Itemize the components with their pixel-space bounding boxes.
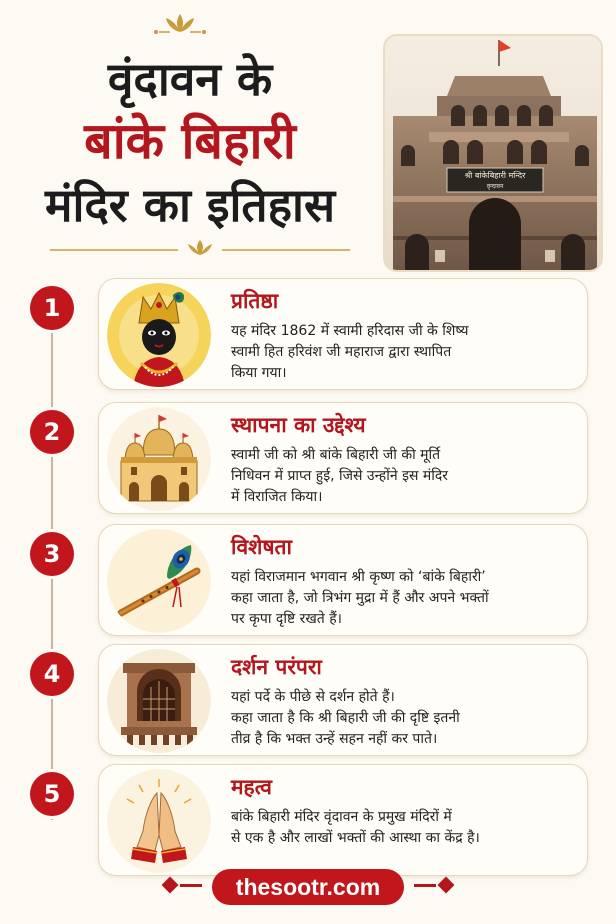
card-text (231, 687, 581, 750)
footer-diamond-right (438, 877, 455, 894)
jharokha-window-icon (107, 649, 211, 753)
footer-divider-right (414, 884, 436, 887)
info-card-mahatva (98, 764, 588, 876)
card-text-line: यह मंदिर 1862 में स्वामी हरिदास जी के शिष्य (231, 323, 469, 339)
card-text-line: स्वामी जी को श्री बांके बिहारी जी की मूर्ति (231, 447, 441, 463)
krishna-idol-icon (107, 283, 211, 387)
flute-peacock-feather-icon (107, 529, 211, 633)
card-text-line: स्वामी हित हरिवंश जी महाराज द्वारा स्थापित (231, 344, 452, 360)
footer-diamond-left (162, 877, 179, 894)
title-line-2: बांके बिहारी (84, 112, 296, 170)
card-heading: स्थापना का उद्देश्य (231, 413, 366, 437)
card-heading: प्रतिष्ठा (231, 289, 279, 313)
step-number-4: 4 (30, 652, 74, 696)
card-heading: विशेषता (231, 535, 292, 559)
footer-divider-left (180, 884, 202, 887)
title-line-3: मंदिर का इतिहास (44, 178, 336, 232)
card-text (231, 807, 581, 849)
title-line-1: वृंदावन के (107, 52, 273, 106)
page-title (20, 50, 360, 236)
step-number-3: 3 (30, 532, 74, 576)
card-text-line: किया गया। (231, 365, 287, 381)
info-card-darshan (98, 644, 588, 756)
step-number-1: 1 (30, 286, 74, 330)
card-text-line: तीव्र है कि भक्त उन्हें सहन नहीं कर पाते। (231, 731, 438, 747)
card-text-line: कहा जाता है कि श्री बिहारी जी की दृष्टि इतनी (231, 710, 460, 726)
temple-sign-line-2: वृन्दावन (486, 183, 504, 190)
card-text-line: बांके बिहारी मंदिर वृंदावन के प्रमुख मंदिरों में (231, 809, 452, 825)
card-text (231, 567, 581, 630)
card-text-line: यहां विराजमान भगवान श्री कृष्ण को ‘बांके बिहारी’ (231, 569, 486, 585)
temple-facade-image (385, 36, 603, 272)
info-card-pratishtha (98, 278, 588, 390)
title-divider (50, 238, 350, 258)
card-text-line: यहां पर्दे के पीछे से दर्शन होते हैं। (231, 689, 395, 705)
temple-icon (107, 407, 211, 511)
step-number-5: 5 (30, 772, 74, 816)
card-text (231, 445, 581, 508)
temple-sign-line-1: श्री बांकेबिहारी मन्दिर (464, 171, 526, 180)
lotus-ornament-icon (150, 12, 210, 38)
card-text-line: कहा जाता है, जो त्रिभंग मुद्रा में हैं और अपने भक्तों (231, 590, 489, 606)
temple-photo (383, 34, 603, 272)
card-heading: दर्शन परंपरा (231, 655, 322, 679)
card-text-line: से एक है और लाखों भक्तों की आस्था का केंद्र है। (231, 830, 480, 846)
brand-link[interactable]: thesootr.com (212, 869, 404, 905)
info-card-visheshta (98, 524, 588, 636)
card-text-line: में विराजित किया। (231, 489, 323, 505)
info-card-sthapana (98, 402, 588, 514)
card-heading: महत्व (231, 775, 272, 799)
card-text-line: पर कृपा दृष्टि रखते हैं। (231, 611, 342, 627)
folded-hands-icon (107, 769, 211, 873)
card-text (231, 321, 581, 384)
card-text-line: निधिवन में प्राप्त हुई, जिसे उन्होंने इस मंदिर (231, 468, 449, 484)
step-number-2: 2 (30, 410, 74, 454)
